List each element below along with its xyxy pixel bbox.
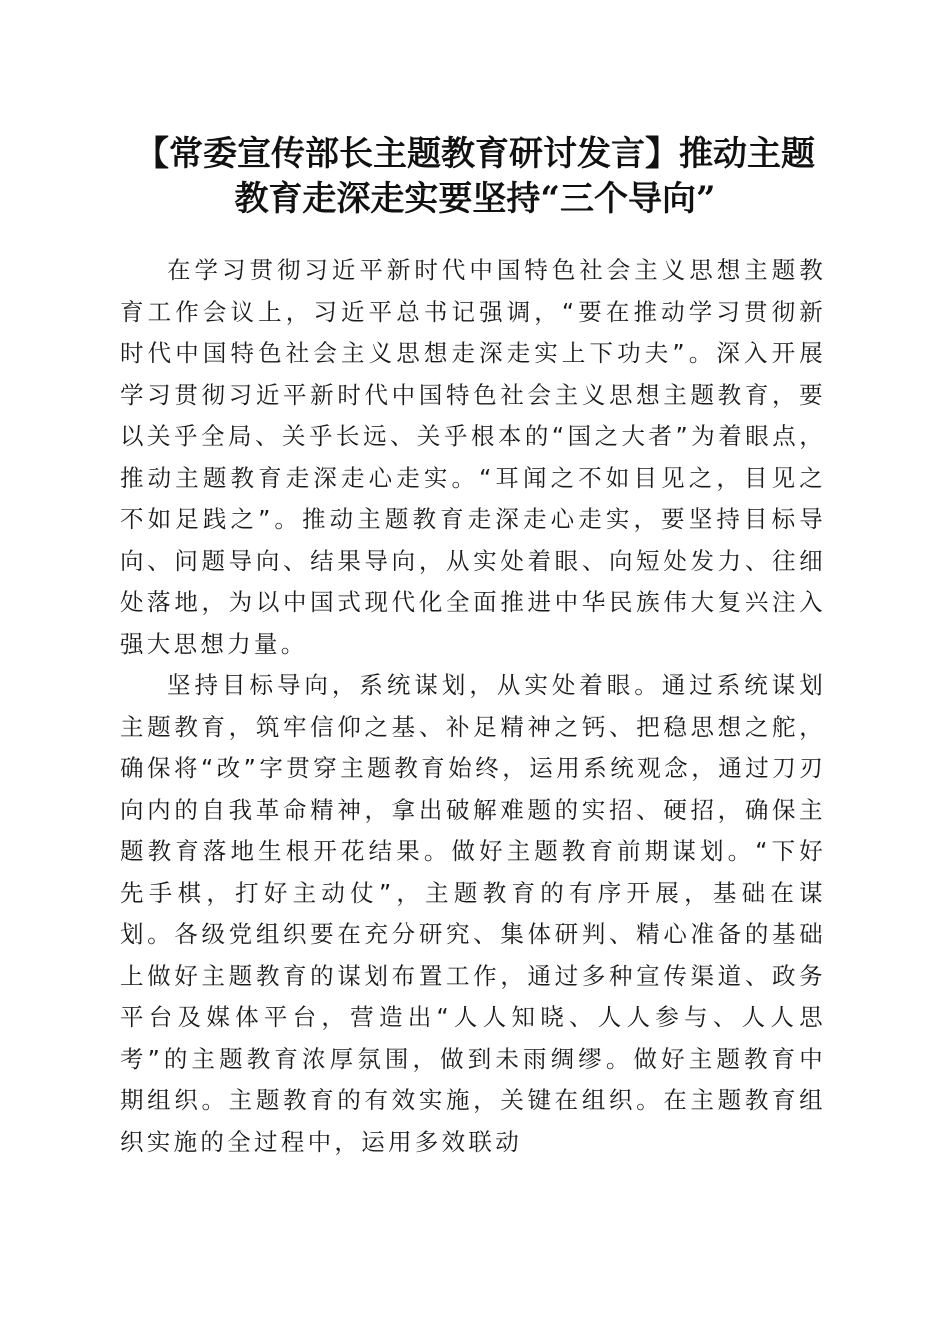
title-line-2: 教育走深走实要坚持“三个导向”: [234, 179, 716, 219]
paragraph-intro: 在学习贯彻习近平新时代中国特色社会主义思想主题教育工作会议上，习近平总书记强调，“要在推动学习贯彻新时代中国特色社会主义思想走深走实上下功夫”。深入开展学习贯彻习近平新时代中国特色社会主义思想主题教育，要以关乎全局、关乎长远、关乎根本的“国之大者”为着眼点，推动主题教育走深走心走实。“耳闻之不如目见之，目见之不如足践之”。推动主题教育走深走心走实，要坚持目标导向、问题导向、结果导向，从实处着眼、向短处发力、往细处落地，为以中国式现代化全面推进中华民族伟大复兴注入强大思想力量。: [120, 256, 826, 658]
document-body: [120, 250, 826, 1163]
document-title: [120, 132, 830, 222]
title-line-1: 【常委宣传部长主题教育研讨发言】推动主题: [135, 134, 815, 174]
paragraph-goal-orientation: 坚持目标导向，系统谋划，从实处着眼。通过系统谋划主题教育，筑牢信仰之基、补足精神之钙、把稳思想之舵，确保将“改”字贯穿主题教育始终，运用系统观念，通过刀刃向内的自我革命精神，拿出破解难题的实招、硬招，确保主题教育落地生根开花结果。做好主题教育前期谋划。“下好先手棋，打好主动仗”，主题教育的有序开展，基础在谋划。各级党组织要在充分研究、集体研判、精心准备的基础上做好主题教育的谋划布置工作，通过多种宣传渠道、政务平台及媒体平台，营造出“人人知晓、人人参与、人人思考”的主题教育浓厚氛围，做到未雨绸缪。做好主题教育中期组织。主题教育的有效实施，关键在组织。在主题教育组织实施的全过程中，运用多效联动: [120, 671, 826, 1156]
